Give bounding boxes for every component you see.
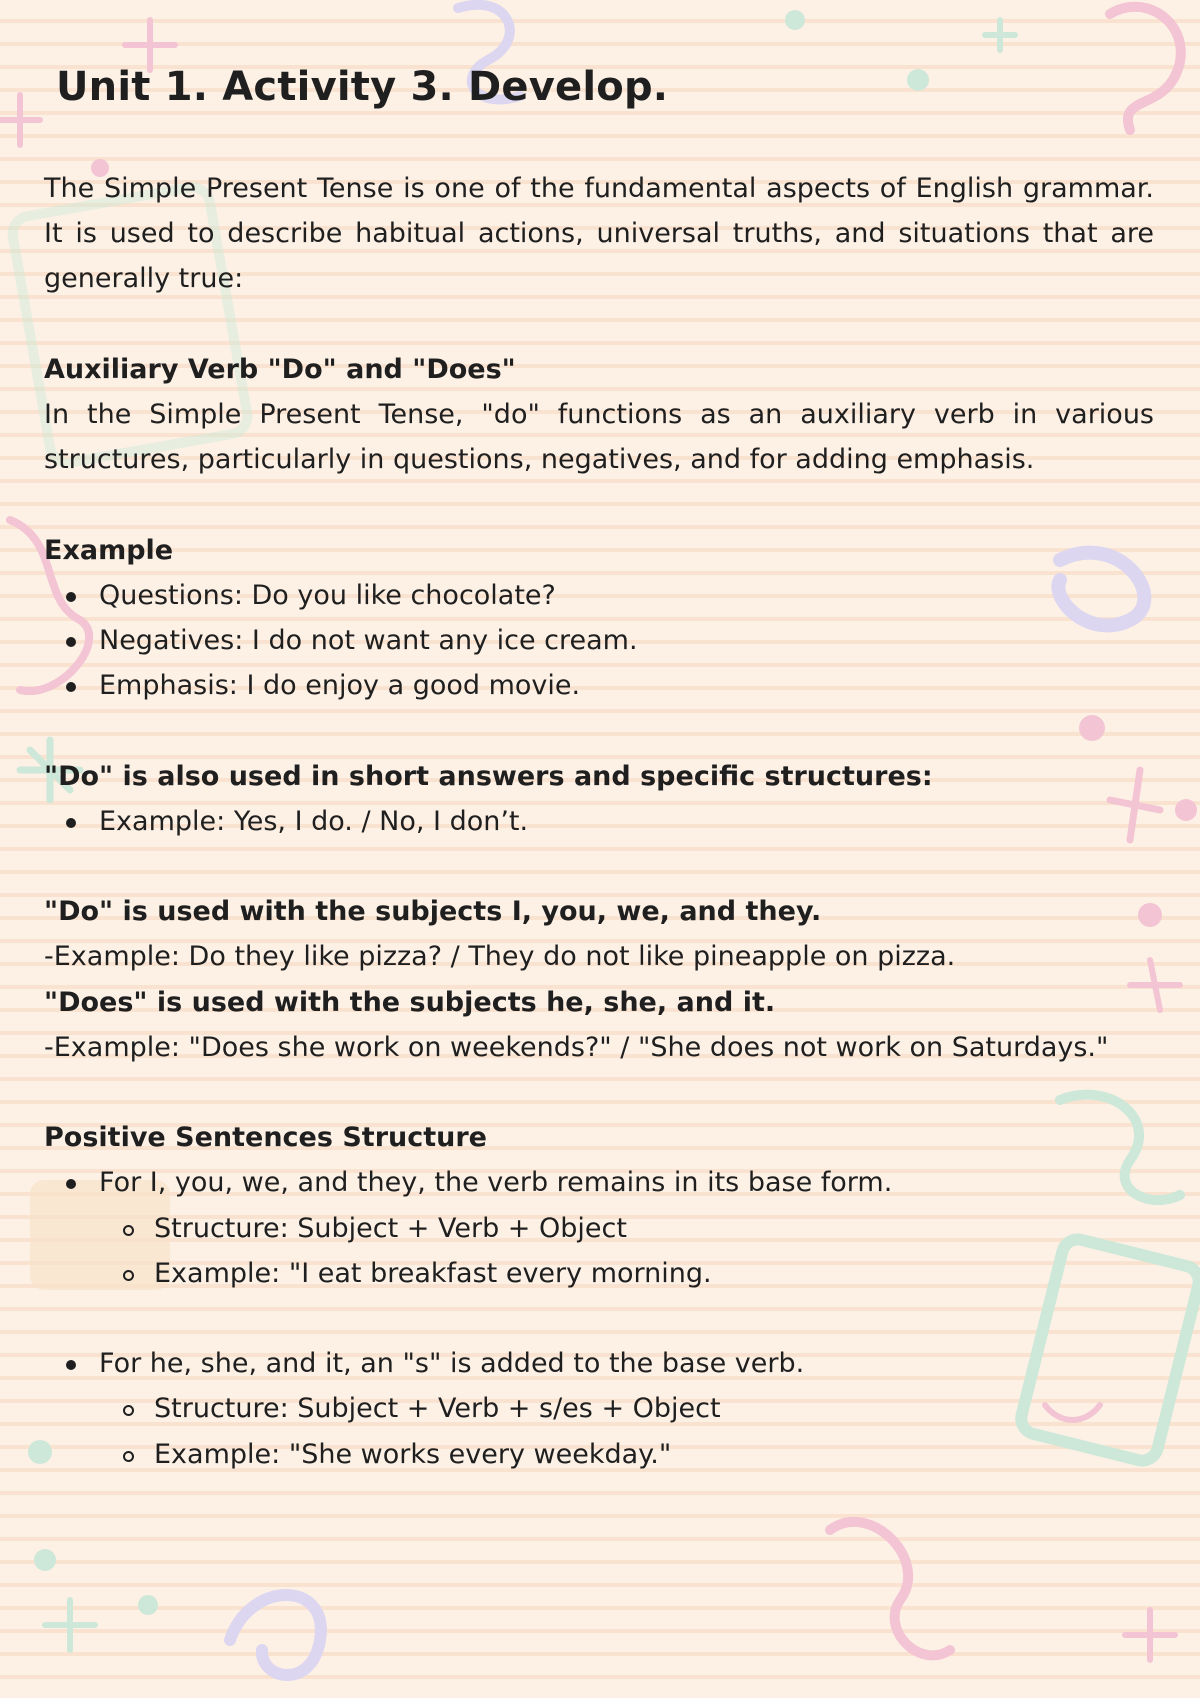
squiggle-decoration	[230, 1595, 321, 1675]
dot-decoration	[785, 10, 805, 30]
do-subjects-heading: "Do" is used with the subjects I, you, we, and they.	[44, 896, 822, 928]
dot-decoration	[1175, 799, 1197, 821]
list-item: Example: Yes, I do. / No, I don’t.	[44, 799, 1154, 844]
does-subjects-heading: "Does" is used with the subjects he, she, and it.	[44, 986, 776, 1018]
list-item	[44, 1341, 1154, 1477]
star-decoration	[1125, 1610, 1175, 1660]
sub-list-item: Example: "I eat breakfast every morning.	[99, 1251, 1154, 1296]
star-decoration	[985, 20, 1015, 50]
intro-paragraph: The Simple Present Tense is one of the fundamental aspects of English grammar. It is used to describe habitual actions, universal truths, and situations that are generally true:	[44, 173, 1154, 295]
example-list	[44, 573, 1154, 709]
dot-decoration	[138, 1595, 158, 1615]
sub-list-item: Structure: Subject + Verb + Object	[99, 1206, 1154, 1251]
auxiliary-paragraph: In the Simple Present Tense, "do" functions as an auxiliary verb in various structures, particularly in questions, negatives, and for adding emphasis.	[44, 399, 1154, 476]
squiggle-decoration	[1110, 7, 1181, 130]
spacer	[44, 482, 1154, 527]
list-item: Emphasis: I do enjoy a good movie.	[44, 663, 1154, 708]
auxiliary-heading: Auxiliary Verb "Do" and "Does"	[44, 353, 516, 385]
positive-rules-list	[44, 1160, 1154, 1296]
dot-decoration	[907, 69, 929, 91]
document-body	[44, 166, 1154, 1477]
star-decoration	[0, 95, 40, 145]
positive-heading: Positive Sentences Structure	[44, 1122, 487, 1154]
sub-list	[99, 1386, 1154, 1476]
list-item: Negatives: I do not want any ice cream.	[44, 618, 1154, 663]
spacer	[44, 1070, 1154, 1115]
dot-decoration	[34, 1549, 56, 1571]
example-heading: Example	[44, 534, 174, 566]
sub-list-item: Structure: Subject + Verb + s/es + Object	[99, 1386, 1154, 1431]
sub-list	[99, 1206, 1154, 1296]
positive-rules-list	[44, 1341, 1154, 1477]
page-title: Unit 1. Activity 3. Develop.	[56, 64, 669, 110]
spacer	[44, 1296, 1154, 1341]
does-example: -Example: "Does she work on weekends?" / "She does not work on Saturdays."	[44, 1031, 1109, 1063]
do-example: -Example: Do they like pizza? / They do not like pineapple on pizza.	[44, 941, 956, 973]
list-item: Questions: Do you like chocolate?	[44, 573, 1154, 618]
sub-list-item: Example: "She works every weekday."	[99, 1432, 1154, 1477]
rule-text: For I, you, we, and they, the verb remains in its base form.	[99, 1167, 893, 1199]
rule-text: For he, she, and it, an "s" is added to the base verb.	[99, 1348, 805, 1380]
list-item	[44, 1160, 1154, 1296]
spacer	[44, 844, 1154, 889]
spacer	[44, 302, 1154, 347]
star-decoration	[125, 20, 175, 70]
squiggle-decoration	[830, 1522, 950, 1655]
short-answers-list	[44, 799, 1154, 844]
star-decoration	[45, 1600, 95, 1650]
short-answers-heading: "Do" is also used in short answers and specific structures:	[44, 760, 933, 792]
spacer	[44, 708, 1154, 753]
